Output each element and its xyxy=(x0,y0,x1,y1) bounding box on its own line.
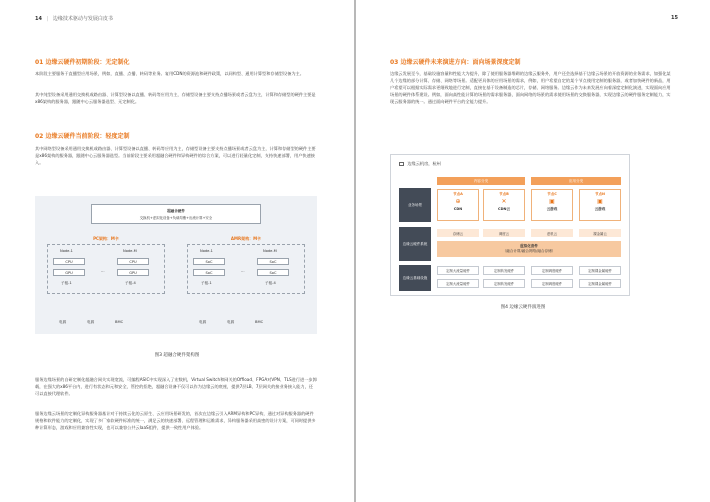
amr-node-1-board: 子板-1 xyxy=(201,281,212,285)
base-cell: 定制转发硬件 xyxy=(483,279,525,288)
amr-node-m-label: Node-M xyxy=(263,249,277,253)
pc-node-m-item: GPU xyxy=(117,269,149,276)
node-c-service: 云游戏 xyxy=(546,207,558,211)
amr-node-1-item: SoC xyxy=(193,258,225,265)
amr-node-m-item: SoC xyxy=(257,269,289,276)
base-cell: 定制调度硬件 xyxy=(531,279,573,288)
base-cell: 定制大流量硬件 xyxy=(437,266,479,275)
node-c xyxy=(531,189,573,221)
left-page xyxy=(0,0,354,502)
pc-node-1-item: GPU xyxy=(53,269,85,276)
node-b xyxy=(483,189,525,221)
hyperconverged-subtitle: 交换机+虚拟化设备+负载均衡+出流计算+安全 xyxy=(139,215,213,220)
virtualization-suite-title: 虚拟化套件 xyxy=(520,244,538,248)
server-room-icon xyxy=(399,162,404,166)
amr-power-1: 电源 xyxy=(199,320,207,324)
pc-bmc: BMC xyxy=(115,320,124,324)
hw-cell-scheduling-cloud: 调度云 xyxy=(483,229,525,237)
bottom-paragraph-2: 服务边缘云场景的定制化异构服务器基计对于持续云化的云原生、云应用场景研发的，首次在边缘云引入ARM异构和PC异构，通过对异构服务器的硬件规格和软件能力的定制化，实现了多厂家软硬件标准的统一，满足云的快速部署、远程管理和运维需求，异构服务器采用高密的设计方案，可同时提供多种计算形态，游戏和应用兼容性实现，也可以兼容公共云IaaS组件，提供一致性用户体验。 xyxy=(35,411,316,430)
amr-node-1-label: Node-1 xyxy=(200,249,213,253)
hw-cell-vm-cloud: 虚机云 xyxy=(531,229,573,237)
lane-infrastructure: 边缘云基础设施 xyxy=(399,265,431,291)
figure-4-header xyxy=(399,161,441,167)
node-n xyxy=(579,189,621,221)
node-n-label: 节点N xyxy=(595,192,605,196)
amr-node-1-item: SoC xyxy=(193,269,225,276)
content-distribution-bar: 内容分发 xyxy=(437,177,525,185)
lane-hardware-system: 边缘云硬件系统 xyxy=(399,227,431,261)
gamepad-icon: ▣ xyxy=(597,198,603,205)
pc-ellipsis: … xyxy=(101,269,105,273)
pc-node-m-label: Node-M xyxy=(123,249,137,253)
node-b-label: 节点B xyxy=(499,192,509,196)
virtualization-suite-subtitle: （融合计算/融合网络/融合存储） xyxy=(502,249,556,253)
amr-ellipsis: … xyxy=(241,269,245,273)
node-a-service: CDN xyxy=(453,207,463,211)
figure-3-caption: 图3 超融合硬件架构图 xyxy=(154,353,200,358)
base-cell: 定制裸金属硬件 xyxy=(579,279,621,288)
figure-3 xyxy=(35,196,317,334)
amr-node-m-item: SoC xyxy=(257,258,289,265)
distribution-icon: ✕ xyxy=(501,198,507,205)
page-number-right: 15 xyxy=(671,15,678,21)
amr-architecture-title: AMR架构：M卡 xyxy=(230,236,262,241)
section-2-paragraph: 其中网络型设备采用通用交换机或路由器、计算型设备以直播、转码等应用为主，存储型设备主要支持点播场景或者云盘为主，计算和存储型的硬件主要是x86架构的服务器，跟随中心云服务器选型。当前阶段主要采用超融合硬件和异构硬件的综合方案，可以进行轻量化定制，支持快速部署，用户快速接入。 xyxy=(35,146,316,165)
pc-node-1-item: CPU xyxy=(53,258,85,265)
node-c-label: 节点C xyxy=(547,192,557,196)
network-icon: ⊕ xyxy=(455,198,461,205)
node-a-label: 节点A xyxy=(453,192,463,196)
hw-cell-storage-cloud: 存储云 xyxy=(437,229,479,237)
node-b-service: CDN云 xyxy=(498,207,510,211)
pc-power-1: 电源 xyxy=(59,320,67,324)
pc-node-m-board: 子板-4 xyxy=(125,281,136,285)
section-1-paragraph-1: 本阶段主要服务于直播型应用场景，例如，直播、点播、转码等业务。复用CDN的资源池和硬件政策，以同构型、通用计算型和存储型设备为主。 xyxy=(35,71,304,76)
right-page xyxy=(356,0,710,502)
amr-bmc: BMC xyxy=(255,320,264,324)
hw-cell-bare-metal-cloud: 裸金属云 xyxy=(579,229,621,237)
hyperconverged-title: 超融合硬件 xyxy=(167,208,185,213)
section-3-title: 03 边缘云硬件未来演进方向：面向场景深度定制 xyxy=(390,59,521,66)
figure-4-header-label: 边缘云机房，杭州 xyxy=(407,161,441,166)
base-cell: 定制裸金属硬件 xyxy=(579,266,621,275)
page-header-right xyxy=(671,15,678,21)
bottom-paragraph-1: 服务边缘场景的自研定制化超融合网关实现宽流，可编程ASIC中实现深入了宏数机，Virtual Switch和网关的Offload、FPGA对VPN、TLS进行进一步卸载，在强大的x86平台内，进行有状态和元和安全，管控的拒绝，超融合设备不仅可以作为边缘云的底座，提供7层LB、7层网关的接业务接入能力，还可以直接代理软件。 xyxy=(35,377,317,396)
section-1-title: 01 边缘云硬件初期阶段：无定制化 xyxy=(35,59,130,66)
pc-node-1-board: 子板-1 xyxy=(61,281,72,285)
application-distribution-bar: 应用分发 xyxy=(531,177,621,185)
page-header: 14 | 边缘技术驱动与发展白皮书 xyxy=(35,16,113,22)
pc-node-m-item: CPU xyxy=(117,258,149,265)
base-cell: 定制调度硬件 xyxy=(531,266,573,275)
section-1-paragraph-2: 其中纯型设备采用通用交换机或路由器、计算型设备以直播、转码等应用为主，存储型设备主要支持点播场景或者云盘为主，计算和存储型的硬件主要是x86架构的服务器，跟随中心云服务器选型、无定制化。 xyxy=(35,92,316,104)
pc-power-2: 电源 xyxy=(87,320,95,324)
section-2-title: 02 边缘云硬件当前阶段：轻度定制 xyxy=(35,133,130,140)
base-cell: 定制转发硬件 xyxy=(483,266,525,275)
figure-4-caption: 图4 边缘云硬件演进图 xyxy=(500,305,546,310)
node-n-service: 云游戏 xyxy=(594,207,606,211)
amr-node-m-board: 子板-4 xyxy=(265,281,276,285)
virtualization-suite xyxy=(437,241,621,257)
amr-power-2: 电源 xyxy=(227,320,235,324)
running-title: 边缘技术驱动与发展白皮书 xyxy=(52,16,113,22)
gamepad-icon: ▣ xyxy=(549,198,555,205)
page-number: 14 xyxy=(35,16,42,22)
lane-business-scenarios: 业务场景 xyxy=(399,188,431,222)
pc-architecture-title: PC架构：M卡 xyxy=(93,236,119,241)
figure-4 xyxy=(390,154,630,296)
pc-node-1-label: Node-1 xyxy=(60,249,73,253)
hyperconverged-hardware-box xyxy=(91,204,261,224)
node-a xyxy=(437,189,479,221)
base-cell: 定制大流量硬件 xyxy=(437,279,479,288)
section-3-paragraph: 边缘云发展至今，基础设施容量和性能大为提升，除了使用服务器堆砌的边缘云服务外，用户还会选择基于边缘云场景的开放资源的业务需求，如强化某几个边缘的部分计算、存储、网络等场景。适配更具体的应用场景的需求，例如，用户希望自定的某个节点使用定制的服务器，或者加快硬件的新品，用户希望可以根据实际需求更细致地进行定制，直接在基于设备制造的芯片，存储、网络服务。边缘云作为未来发展应向着深度定制化演进，实现面向应用场景的硬件体系建设。例如，面向高性能计算的场景的需求服务器，面向网络的场景的需求使用场景的交换服务器，实现边缘云的硬件服务定制能力，实现云服务器的统一。通过面向硬件平台的全能力提升。 xyxy=(390,71,671,104)
